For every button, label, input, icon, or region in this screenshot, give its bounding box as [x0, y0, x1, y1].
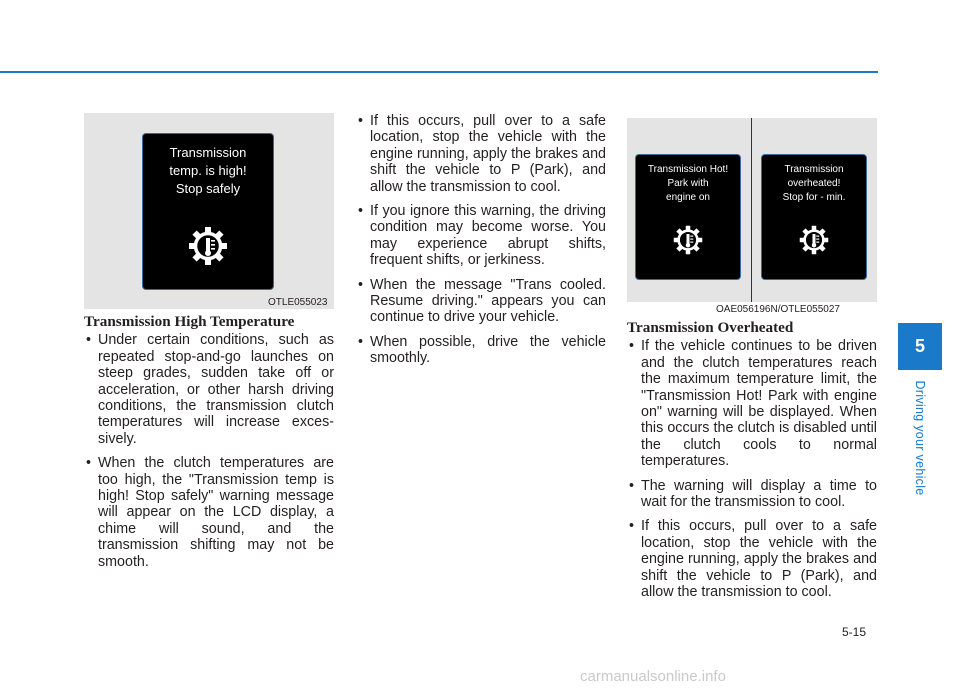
- lcd-screen-right: [761, 154, 867, 280]
- bullet-item: • If this occurs, pull over to a safe location, stop the vehicle with the engine running, apply the brakes and shift the vehicle to P (Park), and allow the transmission to cool.: [356, 113, 606, 195]
- lcd-line: Stop safely: [175, 181, 241, 196]
- bullet-item: • When the clutch temperatures are too high, the "Transmission temp is high! Stop safely" warning message will appear on the LCD display, a chime will sound, and the transmission shifting may not be smooth.: [84, 455, 334, 570]
- bullet-item: • The warning will display a time to wait for the transmission to cool.: [627, 478, 877, 511]
- bullet-item: • When the message "Trans cooled. Resume driving." appears you can continue to drive your vehicle.: [356, 277, 606, 326]
- lcd-line: overheated!: [787, 178, 841, 189]
- chapter-title: Driving your vehicle: [913, 380, 927, 496]
- lcd-line: Transmission: [169, 145, 247, 160]
- lcd-line: temp. is high!: [169, 163, 247, 178]
- column-left: [84, 314, 334, 578]
- lcd-line: engine on: [666, 192, 710, 203]
- transmission-gear-icon: [188, 226, 228, 266]
- page-number: 5-15: [842, 625, 867, 639]
- figure-transmission-temp-high: [84, 113, 334, 309]
- section-heading: Transmission High Temperature: [84, 313, 295, 330]
- figure-transmission-overheated: [627, 118, 877, 302]
- section-heading: Transmission Overheated: [627, 319, 794, 336]
- lcd-line: Park with: [667, 178, 709, 189]
- bullet-item: • If you ignore this warning, the driving condition may become worse. You may experience abrupt shifts, frequent shifts, or jerkiness.: [356, 203, 606, 269]
- lcd-line: Transmission Hot!: [647, 164, 729, 175]
- transmission-gear-icon: [799, 225, 829, 255]
- bullet-item: • If the vehicle continues to be driven and the clutch temperatures reach the maximum temperature limit, the "Transmission Hot! Park with engine on" warning will be displayed. When this occurs the clutch is disabled until the clutch cools to normal temperatures.: [627, 338, 877, 469]
- lcd-line: Stop for - min.: [782, 192, 846, 203]
- column-right: [627, 320, 877, 609]
- watermark: carmanualsonline.info: [580, 668, 726, 685]
- lcd-screen-left: [635, 154, 741, 280]
- transmission-gear-icon: [673, 225, 703, 255]
- header-rule: [0, 71, 878, 73]
- figure-divider: [751, 118, 752, 302]
- bullet-item: • When possible, drive the vehicle smoothly.: [356, 334, 606, 367]
- figure-caption: OAE056196N/OTLE055027: [716, 304, 840, 315]
- column-middle: [356, 113, 606, 375]
- figure-caption: OTLE055023: [268, 297, 328, 308]
- bullet-item: • If this occurs, pull over to a safe location, stop the vehicle with the engine running, apply the brakes and shift the vehicle to P (Park), and allow the transmission to cool.: [627, 518, 877, 600]
- chapter-tab: 5: [898, 323, 942, 370]
- bullet-item: • Under certain conditions, such as repeated stop-and-go launches on steep grades, sudden take off or acceleration, or other harsh driving conditions, the transmission clutch temperatures will increase excessively.: [84, 332, 334, 447]
- lcd-screen: [142, 133, 274, 290]
- lcd-line: Transmission: [784, 164, 844, 175]
